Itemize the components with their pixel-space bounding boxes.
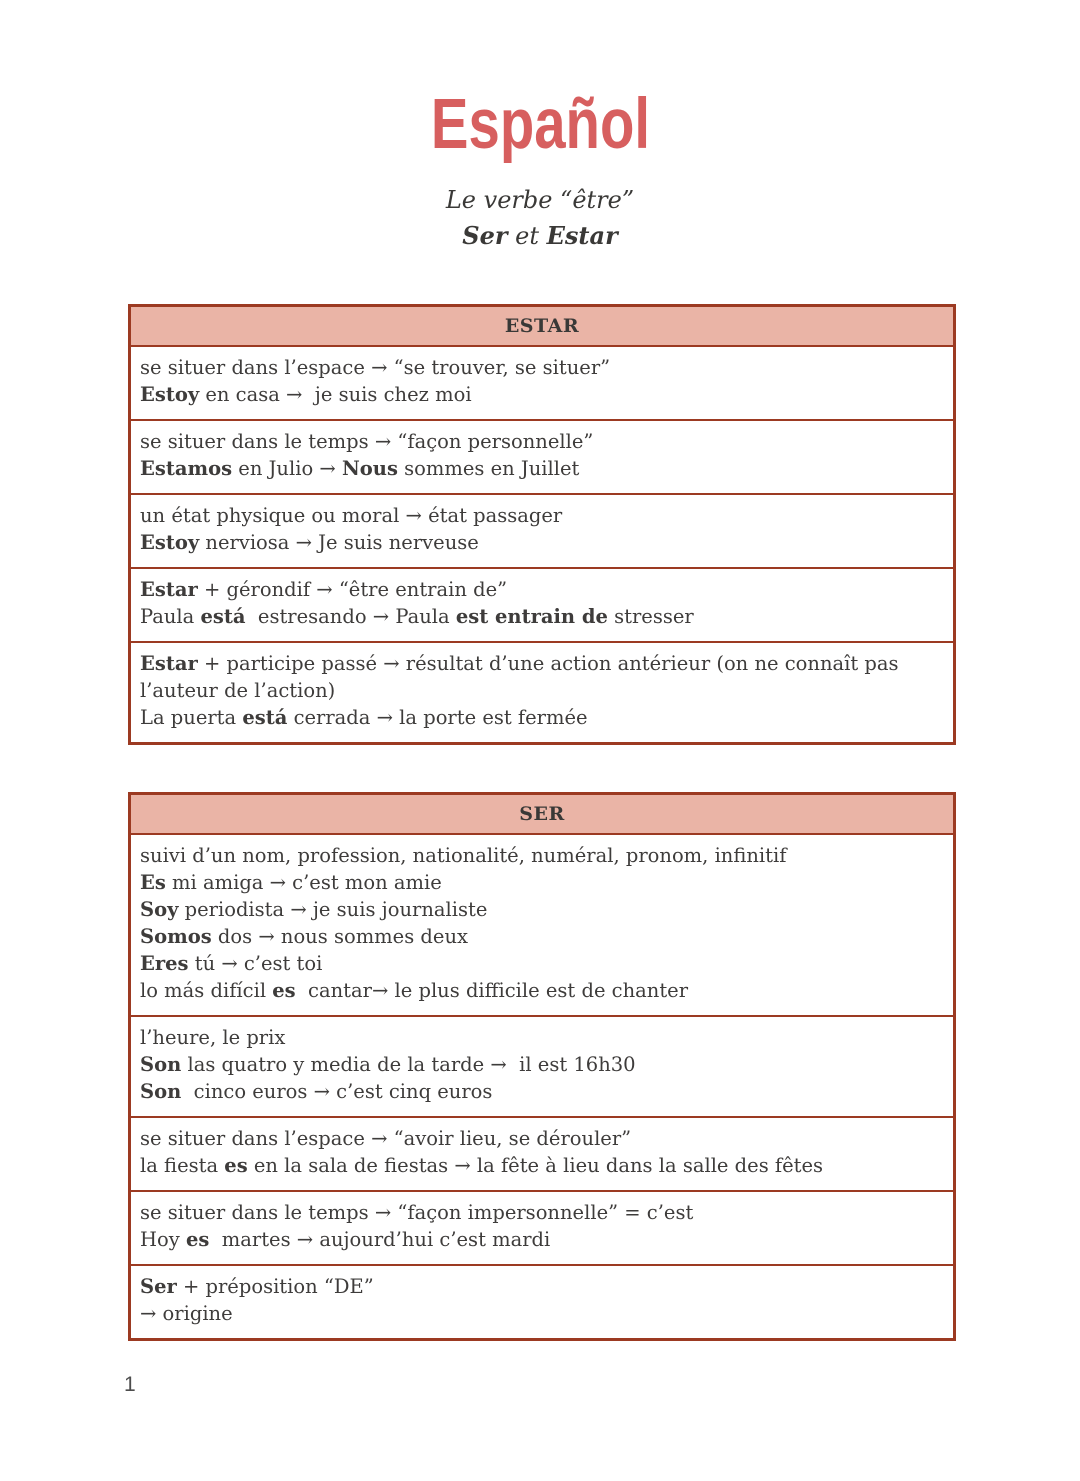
table-cell-line: se situer dans l’espace → “se trouver, se situer” bbox=[140, 356, 611, 379]
table-row bbox=[130, 1117, 955, 1191]
table-cell-line: Estoy nerviosa → Je suis nerveuse bbox=[140, 531, 479, 554]
table-cell bbox=[130, 1265, 955, 1340]
ser-table-header-row bbox=[130, 794, 955, 835]
table-cell-line: se situer dans le temps → “façon impersonnelle” = c’est bbox=[140, 1201, 694, 1224]
table-cell-line: Hoy es martes → aujourd’hui c’est mardi bbox=[140, 1228, 551, 1251]
subtitle-et: et bbox=[507, 222, 547, 250]
table-row bbox=[130, 834, 955, 1016]
estar-table-header-cell: ESTAR bbox=[130, 306, 955, 347]
table-row bbox=[130, 642, 955, 744]
table-cell-line: suivi d’un nom, profession, nationalité, numéral, pronom, infinitif bbox=[140, 844, 787, 867]
table-row bbox=[130, 1265, 955, 1340]
page-title-text: Español bbox=[430, 82, 650, 164]
table-cell-line: Eres tú → c’est toi bbox=[140, 952, 323, 975]
table-row bbox=[130, 346, 955, 420]
table-row bbox=[130, 494, 955, 568]
table-cell-line: Son las quatro y media de la tarde → il est 16h30 bbox=[140, 1053, 636, 1076]
table-cell bbox=[130, 642, 955, 744]
page-number: 1 bbox=[124, 1373, 136, 1396]
table-cell-line: Estoy en casa → je suis chez moi bbox=[140, 383, 472, 406]
ser-table-header-cell: SER bbox=[130, 794, 955, 835]
ser-table bbox=[128, 792, 956, 1341]
table-cell-line: Estar + participe passé → résultat d’une action antérieur (on ne connaît pas l’auteur de l’action) bbox=[140, 652, 899, 702]
subtitle-ser: Ser bbox=[462, 221, 508, 250]
document-page bbox=[0, 82, 1080, 1396]
table-cell bbox=[130, 494, 955, 568]
table-cell bbox=[130, 1117, 955, 1191]
table-cell-line: Ser + préposition “DE” bbox=[140, 1275, 374, 1298]
table-row bbox=[130, 568, 955, 642]
table-cell-line: Paula está estresando → Paula est entrain de stresser bbox=[140, 605, 694, 628]
table-cell-line: Son cinco euros → c’est cinq euros bbox=[140, 1080, 493, 1103]
table-cell-line: Es mi amiga → c’est mon amie bbox=[140, 871, 442, 894]
estar-table bbox=[128, 304, 956, 745]
subtitle-ser-et-estar bbox=[0, 221, 1080, 250]
table-cell-line: un état physique ou moral → état passager bbox=[140, 504, 563, 527]
table-row bbox=[130, 1016, 955, 1117]
table-row bbox=[130, 420, 955, 494]
table-cell-line: l’heure, le prix bbox=[140, 1026, 286, 1049]
table-cell-line: La puerta está cerrada → la porte est fermée bbox=[140, 706, 588, 729]
table-cell-line: lo más difícil es cantar→ le plus difficile est de chanter bbox=[140, 979, 689, 1002]
subtitle-le-verbe-etre: Le verbe “être” bbox=[445, 186, 635, 214]
subtitle-estar: Estar bbox=[546, 221, 618, 250]
table-cell-line: la fiesta es en la sala de fiestas → la fête à lieu dans la salle des fêtes bbox=[140, 1154, 824, 1177]
table-cell bbox=[130, 1191, 955, 1265]
estar-table-header-row bbox=[130, 306, 955, 347]
table-cell-line: Estamos en Julio → Nous sommes en Juillet bbox=[140, 457, 580, 480]
table-row bbox=[130, 1191, 955, 1265]
table-cell bbox=[130, 1016, 955, 1117]
table-cell bbox=[130, 834, 955, 1016]
table-cell-line: Estar + gérondif → “être entrain de” bbox=[140, 578, 508, 601]
table-cell bbox=[130, 568, 955, 642]
table-cell-line: Somos dos → nous sommes deux bbox=[140, 925, 468, 948]
table-cell-line: → origine bbox=[140, 1302, 233, 1325]
table-cell-line: Soy periodista → je suis journaliste bbox=[140, 898, 488, 921]
table-cell-line: se situer dans l’espace → “avoir lieu, se dérouler” bbox=[140, 1127, 632, 1150]
table-cell bbox=[130, 346, 955, 420]
page-title bbox=[0, 84, 1080, 176]
table-cell bbox=[130, 420, 955, 494]
table-cell-line: se situer dans le temps → “façon personnelle” bbox=[140, 430, 594, 453]
